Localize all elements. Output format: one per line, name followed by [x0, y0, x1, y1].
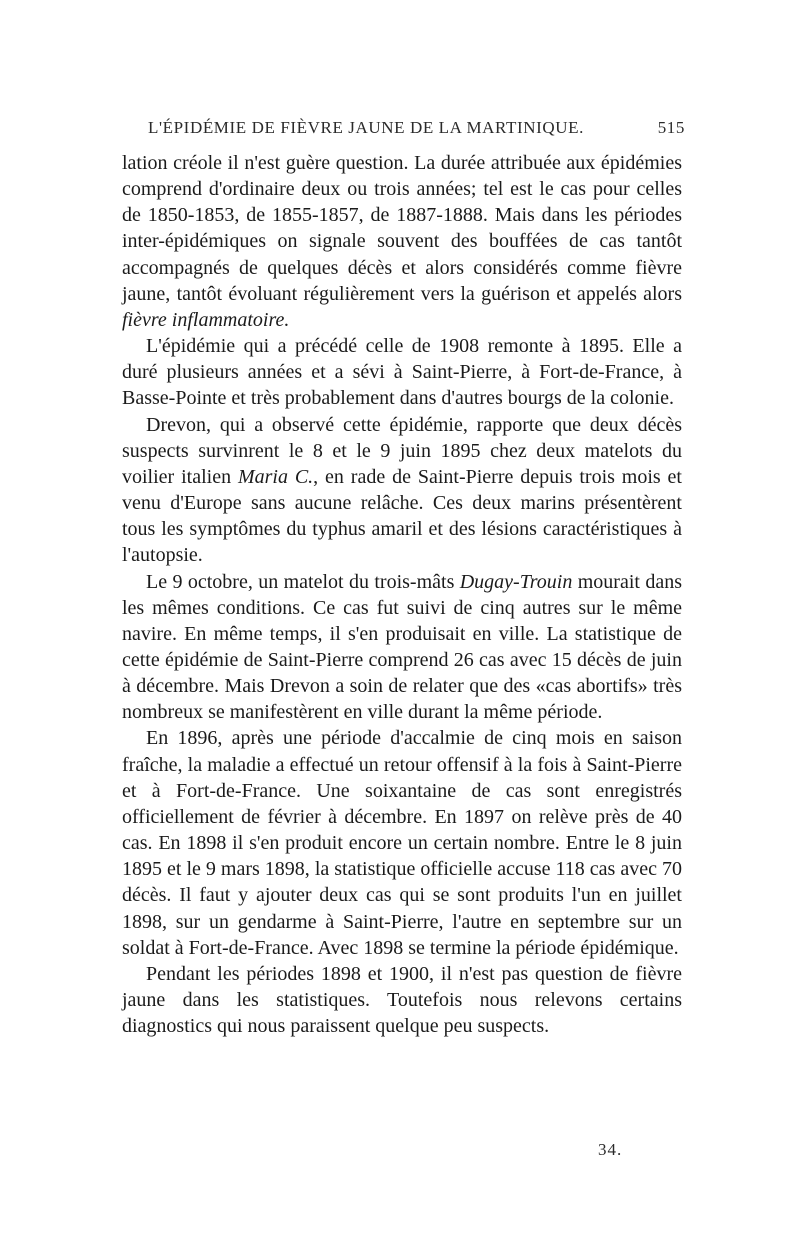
signature-mark: 34.	[598, 1140, 623, 1159]
text-segment: Drevon, qui a observé cette épidémie, rapporte que deux décès suspects survinrent le 8 et le 9 juin 1895 chez deux matelots du voilier italien	[122, 413, 682, 488]
text-segment: Le 9 octobre, un matelot du trois-mâts	[146, 570, 460, 593]
paragraph-p6	[122, 961, 682, 1039]
text-segment: mourait dans les mêmes conditions. Ce cas fut suivi de cinq autres sur le même navire. En même temps, il s'en produisait en ville. La statistique de cette épidémie de Saint-Pierre comprend 26 cas avec 15 décès de juin à décembre. Mais Drevon a soin de relater que des «cas abortifs» très nombreux se manifestèrent en ville durant la même période.	[122, 570, 682, 724]
text-segment: L'épidémie qui a précédé celle de 1908 remonte à 1895. Elle a duré plusieurs années et a sévi à Saint-Pierre, à Fort-de-France, à Basse-Pointe et très probablement dans d'autres bourgs de la colonie.	[122, 335, 682, 410]
body-text	[122, 150, 682, 1039]
paragraph-p2	[122, 333, 682, 411]
text-segment: Pendant les périodes 1898 et 1900, il n'est pas question de fièvre jaune dans les statistiques. Toutefois nous relevons certains diagnostics qui nous paraissent quelque peu suspects.	[122, 962, 682, 1038]
italic-term: Dugay-Trouin	[459, 570, 573, 593]
italic-term: Maria C.	[237, 465, 314, 488]
paragraph-p4	[122, 569, 682, 726]
page-number: 515	[657, 118, 685, 137]
text-segment: , en rade de Saint-Pierre depuis trois mois et venu d'Europe sans aucune relâche. Ces deux marins présentèrent tous les symptômes du typhus amaril et des lésions caractéristiques à l'autopsie.	[122, 465, 682, 567]
running-title: L'ÉPIDÉMIE DE FIÈVRE JAUNE DE LA MARTINIQUE.	[148, 118, 584, 137]
text-segment: En 1896, après une période d'accalmie de cinq mois en saison fraîche, la maladie a effectué un retour offensif à la fois à Saint-Pierre et à Fort-de-France. Une soixantaine de cas sont enregistrés officiellement de février à décembre. En 1897 on relève près de 40 cas. En 1898 il s'en produit encore un certain nombre. Entre le 8 juin 1895 et le 9 mars 1898, la statistique officielle accuse 118 cas avec 70 décès. Il faut y ajouter deux cas qui se sont produits l'un en juillet 1898, sur un gendarme à Saint-Pierre, l'autre en septembre sur un soldat à Fort-de-France. Avec 1898 se termine la période épidémique.	[122, 727, 682, 959]
paragraph-p5	[122, 725, 682, 960]
italic-term: fièvre inflammatoire.	[122, 308, 290, 331]
running-header	[148, 118, 685, 148]
paragraph-p3	[122, 412, 682, 569]
text-segment: lation créole il n'est guère question. La durée attribuée aux épidémies comprend d'ordinaire deux ou trois années; tel est le cas pour celles de 1850-1853, de 1855-1857, de 1887-1888. Mais dans les périodes inter-épidémiques on signale souvent des bouffées de cas tantôt accompagnés de quelques décès et alors considérés comme fièvre jaune, tantôt évoluant régulièrement vers la guérison et appelés alors	[122, 152, 682, 305]
paragraph-p1	[122, 150, 682, 333]
